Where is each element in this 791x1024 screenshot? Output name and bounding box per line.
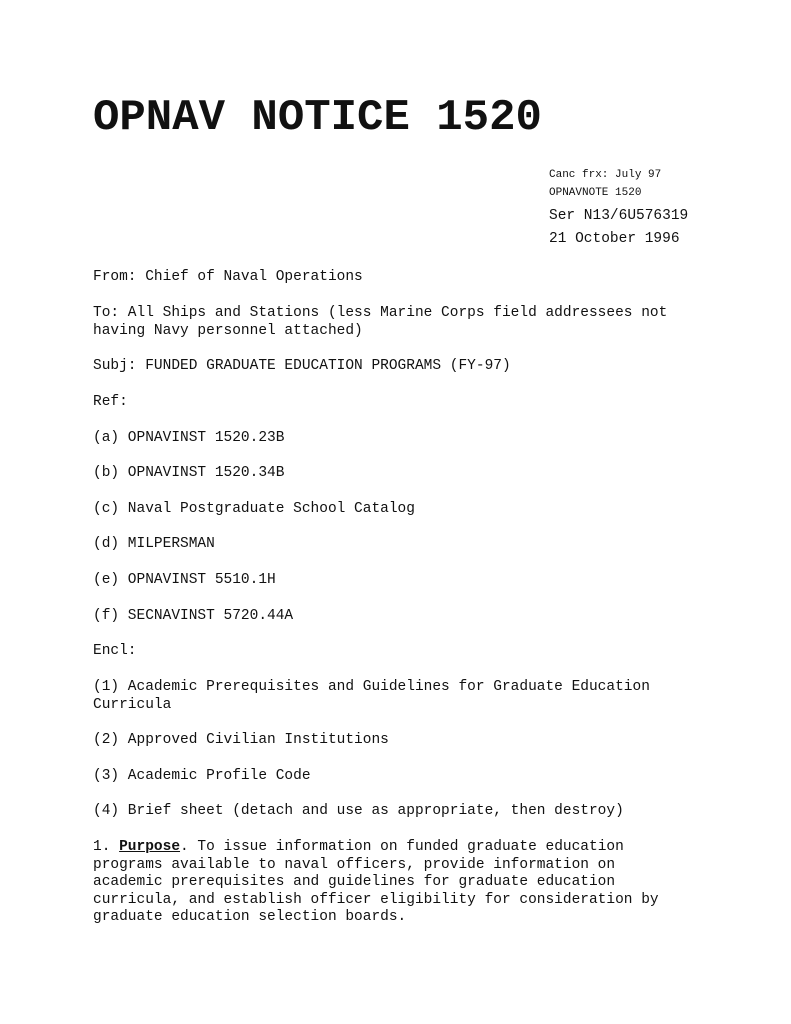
reference-item: (c) Naval Postgraduate School Catalog: [93, 501, 415, 517]
reference-label: Ref:: [93, 394, 128, 410]
to-line: To: All Ships and Stations (less Marine Corps field addressees not having Navy personnel attached): [93, 305, 668, 339]
purpose-heading: Purpose: [119, 839, 181, 855]
enclosure-item: (3) Academic Profile Code: [93, 768, 311, 784]
enclosure-label: Encl:: [93, 643, 137, 659]
reference-item: (f) SECNAVINST 5720.44A: [93, 608, 294, 624]
paragraph-number: 1.: [93, 839, 120, 855]
enclosure-item: (4) Brief sheet (detach and use as appropriate, then destroy): [93, 803, 624, 819]
serial-number: Ser N13/6U576319: [549, 208, 689, 224]
reference-item: (d) MILPERSMAN: [93, 536, 215, 552]
note-identifier: OPNAVNOTE 1520: [549, 187, 642, 199]
subject-line: Subj: FUNDED GRADUATE EDUCATION PROGRAMS (FY-97): [93, 358, 511, 374]
enclosure-item: (1) Academic Prerequisites and Guidelines for Graduate Education Curricula: [93, 679, 650, 713]
cancellation-date: Canc frx: July 97: [549, 169, 662, 181]
reference-item: (e) OPNAVINST 5510.1H: [93, 572, 276, 588]
reference-item: (a) OPNAVINST 1520.23B: [93, 430, 285, 446]
document-date: 21 October 1996: [549, 231, 680, 247]
header-metadata: [549, 166, 779, 251]
document-title: OPNAV NOTICE 1520: [93, 93, 542, 143]
enclosure-item: (2) Approved Civilian Institutions: [93, 732, 389, 748]
purpose-text: . To issue information on funded graduate education programs available to naval officers, provide information on academic prerequisites and guidelines for graduate education curricula, and establish officer eligibility for consideration by graduate education selection boards.: [93, 839, 659, 925]
from-line: From: Chief of Naval Operations: [93, 269, 363, 285]
purpose-paragraph: [93, 839, 688, 927]
reference-item: (b) OPNAVINST 1520.34B: [93, 465, 285, 481]
